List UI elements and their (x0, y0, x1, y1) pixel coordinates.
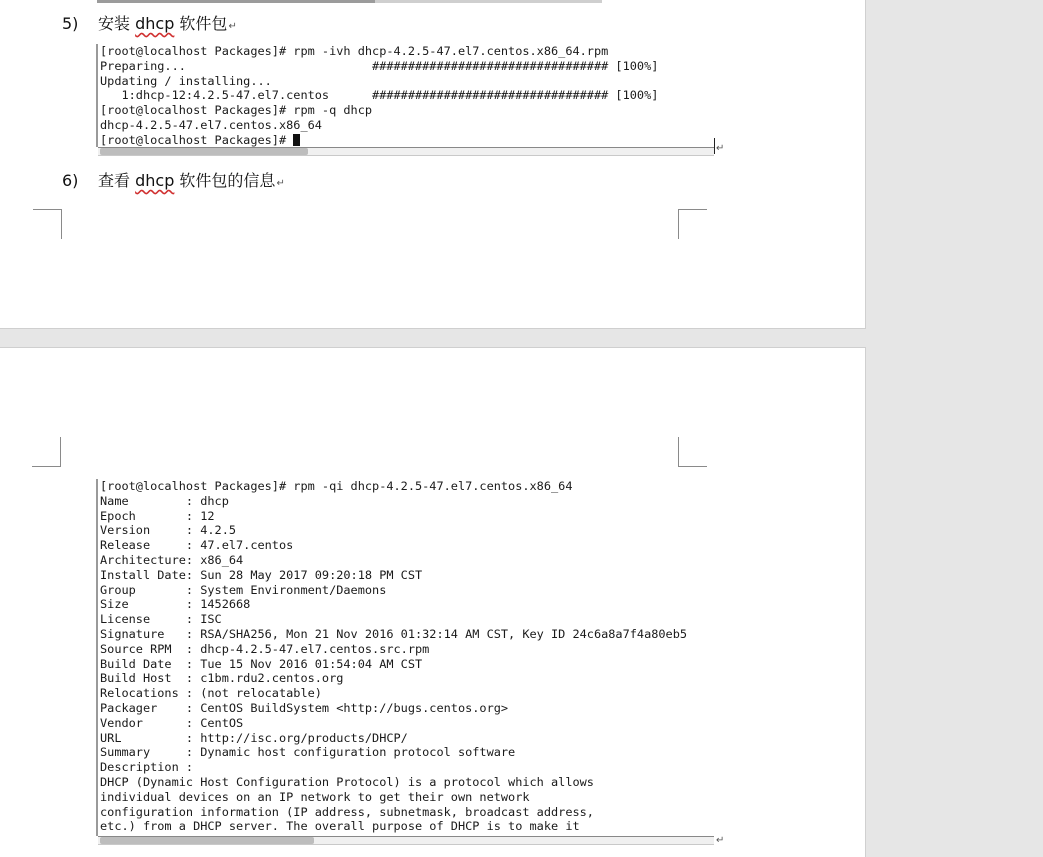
terminal-line: Epoch : 12 (100, 508, 215, 523)
page-corner-mark-top-right (678, 437, 707, 467)
terminal-line: Architecture: x86_64 (100, 552, 244, 567)
previous-image-scrollbar (97, 0, 602, 3)
terminal-line: Version : 4.2.5 (100, 523, 237, 538)
terminal-line: [root@localhost Packages]# rpm -q dhcp (100, 103, 373, 118)
terminal-line: dhcp-4.2.5-47.el7.centos.x86_64 (100, 117, 322, 132)
terminal-prompt-line (100, 133, 716, 148)
terminal-2-scrollbar-thumb (100, 837, 314, 844)
terminal-line: Install Date: Sun 28 May 2017 09:20:18 PM CST (100, 567, 423, 582)
paragraph-mark: ↵ (716, 835, 725, 846)
document-page-2 (0, 347, 866, 857)
terminal-line: Packager : CentOS BuildSystem <http://bugs.centos.org> (100, 700, 509, 715)
terminal-2-scrollbar (98, 836, 714, 845)
terminal-1-scrollbar-thumb (100, 148, 308, 155)
terminal-line: DHCP (Dynamic Host Configuration Protocol) is a protocol which allows (100, 774, 594, 789)
terminal-line: Group : System Environment/Daemons (100, 582, 387, 597)
text-caret (714, 138, 715, 154)
step-5-number: 5) (62, 14, 79, 33)
terminal-line: License : ISC (100, 612, 222, 627)
step-6-text-post: 软件包的信息 (174, 171, 276, 190)
terminal-line: Signature : RSA/SHA256, Mon 21 Nov 2016 01:32:14 AM CST, Key ID 24c6a8a7f4a80eb5 (100, 626, 688, 641)
paragraph-mark: ↵ (228, 21, 237, 32)
page-corner-mark-top-left (32, 437, 61, 467)
terminal-line: [root@localhost Packages]# rpm -ivh dhcp-4.2.5-47.el7.centos.x86_64.rpm (100, 44, 609, 58)
step-6-number: 6) (62, 171, 79, 190)
step-6-heading (62, 168, 285, 191)
page-corner-mark-bottom-left (33, 209, 62, 239)
terminal-line: configuration information (IP address, subnetmask, broadcast address, (100, 804, 594, 819)
step-5-heading (62, 11, 237, 34)
step-5-text-dhcp: dhcp (135, 14, 175, 33)
step-6-text-pre: 查看 (98, 171, 136, 190)
step-6-text-dhcp: dhcp (135, 171, 175, 190)
step-5-text-post: 软件包 (174, 14, 228, 33)
terminal-line: Updating / installing... (100, 73, 272, 88)
terminal-line: Release : 47.el7.centos (100, 538, 294, 553)
terminal-line: Build Host : c1bm.rdu2.centos.org (100, 671, 344, 686)
terminal-line: Source RPM : dhcp-4.2.5-47.el7.centos.src.rpm (100, 641, 430, 656)
document-page-1 (0, 0, 866, 329)
terminal-line: Vendor : CentOS (100, 715, 244, 730)
terminal-line: etc.) from a DHCP server. The overall purpose of DHCP is to make it (100, 819, 580, 834)
previous-image-scrollbar-thumb (97, 0, 375, 3)
terminal-line: Name : dhcp (100, 493, 229, 508)
page-corner-mark-bottom-right (678, 209, 707, 239)
terminal-line: Relocations : (not relocatable) (100, 686, 322, 701)
step-5-text-pre: 安装 (98, 14, 136, 33)
terminal-line: Description : (100, 760, 194, 775)
terminal-line: Preparing... ################################# [100%] (100, 58, 659, 73)
terminal-line: [root@localhost Packages]# rpm -qi dhcp-4.2.5-47.el7.centos.x86_64 (100, 479, 573, 493)
terminal-1-scrollbar (98, 147, 714, 156)
paragraph-mark: ↵ (716, 143, 725, 154)
paragraph-mark: ↵ (276, 178, 285, 189)
terminal-line: individual devices on an IP network to get their own network (100, 789, 530, 804)
terminal-line: URL : http://isc.org/products/DHCP/ (100, 730, 408, 745)
terminal-line: 1:dhcp-12:4.2.5-47.el7.centos ################################# [100%] (100, 88, 659, 103)
terminal-screenshot-install (96, 44, 716, 147)
terminal-cursor (293, 134, 300, 146)
terminal-line: Size : 1452668 (100, 597, 251, 612)
terminal-screenshot-package-info (96, 479, 716, 836)
terminal-line: Summary : Dynamic host configuration protocol software (100, 745, 516, 760)
terminal-line: Build Date : Tue 15 Nov 2016 01:54:04 AM CST (100, 656, 423, 671)
terminal-prompt: [root@localhost Packages]# (100, 132, 294, 147)
